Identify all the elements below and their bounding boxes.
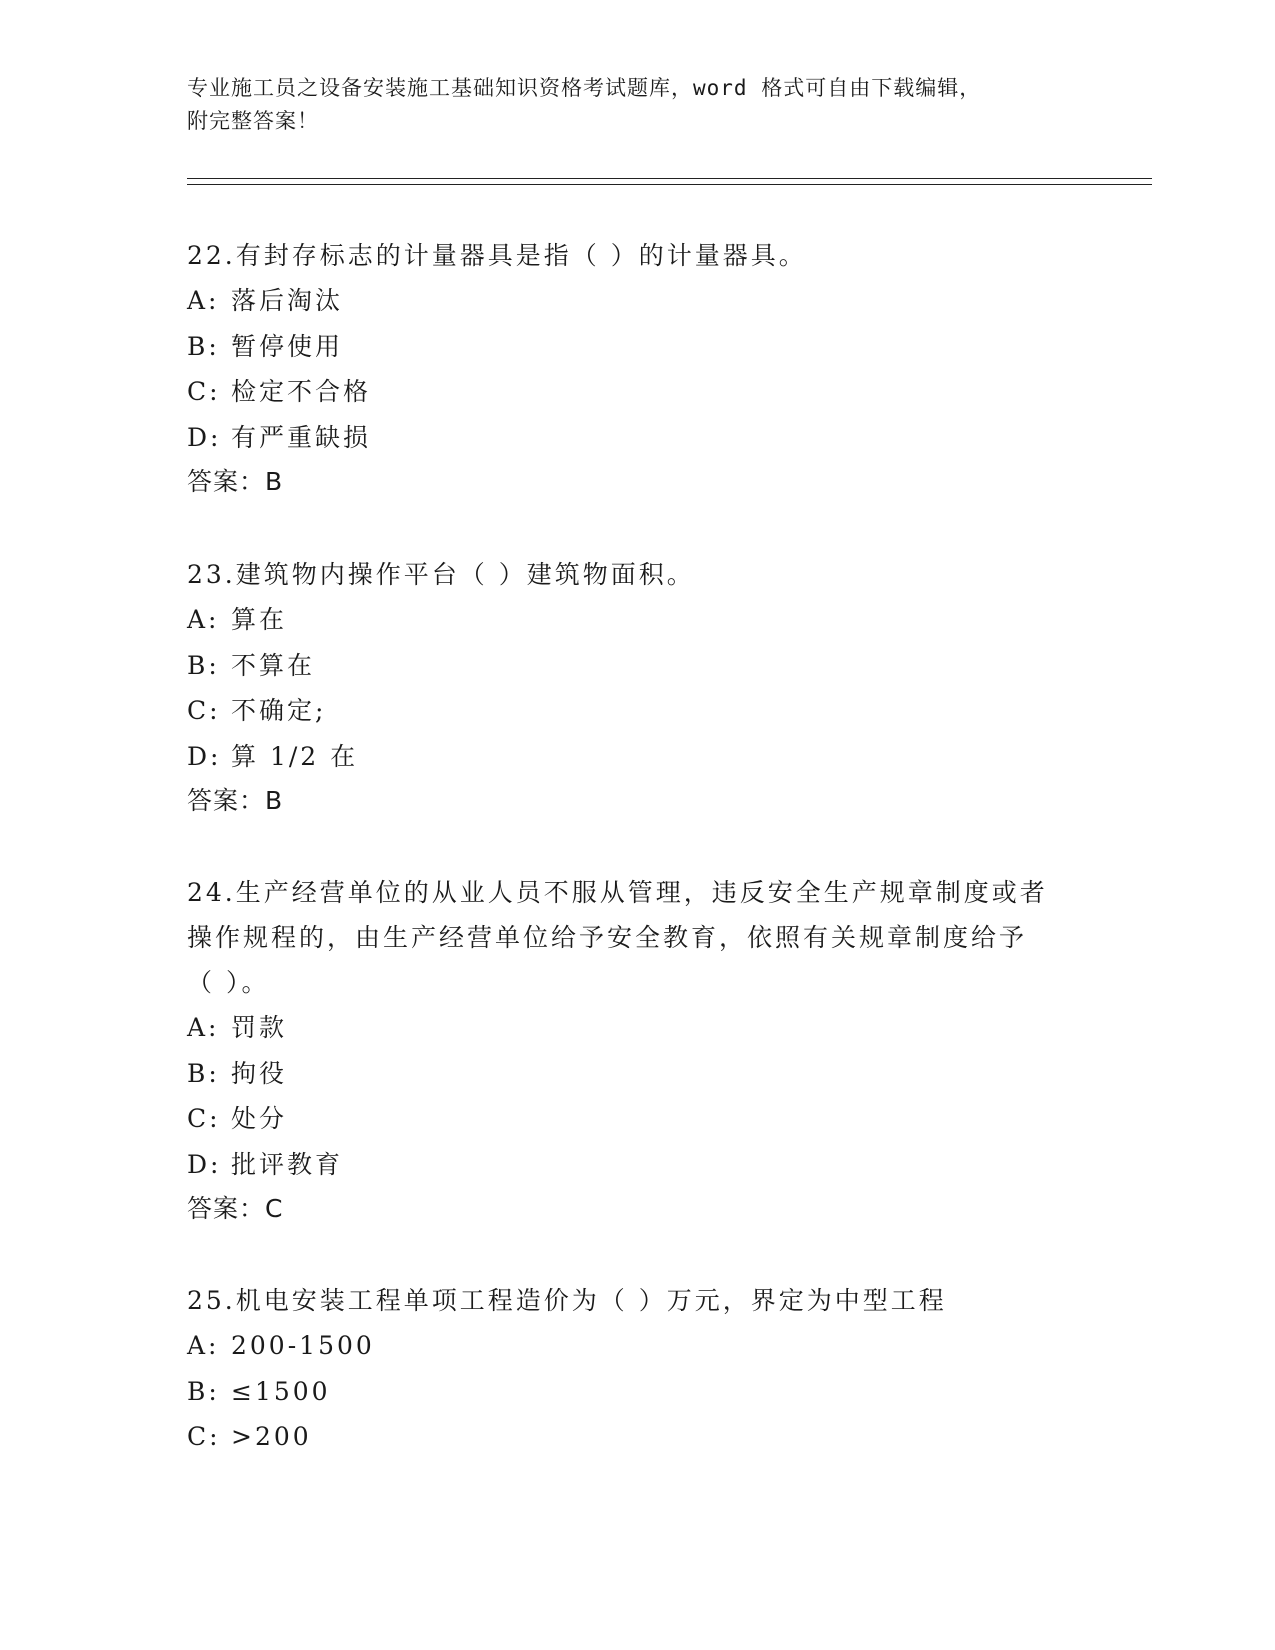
option-letter: A: bbox=[187, 286, 220, 315]
option-letter: C: bbox=[187, 696, 221, 725]
option-letter: B: bbox=[187, 1376, 220, 1406]
answer-line: 答案：C bbox=[187, 1194, 284, 1223]
option-c bbox=[187, 688, 1087, 734]
option-letter: A: bbox=[187, 605, 220, 634]
option-text: >200 bbox=[231, 1422, 312, 1451]
question-24 bbox=[187, 870, 1087, 1231]
option-text: 罚款 bbox=[231, 1013, 288, 1042]
option-text: 检定不合格 bbox=[231, 377, 372, 406]
option-b bbox=[187, 1369, 1087, 1415]
option-letter: D: bbox=[187, 1149, 222, 1179]
option-a bbox=[187, 1005, 1087, 1051]
option-letter: C: bbox=[187, 377, 221, 406]
option-text: 落后淘汰 bbox=[231, 286, 344, 315]
option-letter: B: bbox=[187, 1058, 220, 1088]
option-a bbox=[187, 1323, 1087, 1369]
option-text: ≤1500 bbox=[231, 1376, 331, 1406]
header-line-1: 专业施工员之设备安装施工基础知识资格考试题库，word 格式可自由下载编辑， bbox=[187, 76, 982, 100]
question-stem-line-3: （ ）。 bbox=[187, 968, 270, 997]
question-stem: 23.建筑物内操作平台（ ）建筑物面积。 bbox=[187, 560, 695, 589]
option-letter: B: bbox=[187, 650, 220, 680]
option-text: 不算在 bbox=[231, 650, 316, 680]
option-letter: C: bbox=[187, 1104, 221, 1133]
option-letter: A: bbox=[187, 1013, 220, 1042]
question-22 bbox=[187, 233, 1087, 504]
answer-line: 答案：B bbox=[187, 786, 284, 815]
question-25 bbox=[187, 1278, 1087, 1460]
question-stem: 25.机电安装工程单项工程造价为（ ）万元，界定为中型工程 bbox=[187, 1286, 947, 1315]
option-text: 有严重缺损 bbox=[231, 422, 372, 452]
option-text: 算 1/2 在 bbox=[231, 741, 359, 771]
option-letter: D: bbox=[187, 422, 222, 452]
option-text: 处分 bbox=[231, 1104, 288, 1133]
option-letter: A: bbox=[187, 1331, 220, 1360]
option-text: 不确定; bbox=[231, 696, 327, 725]
option-a bbox=[187, 278, 1087, 324]
answer-line: 答案：B bbox=[187, 467, 284, 496]
option-b bbox=[187, 324, 1087, 370]
header-line-2: 附完整答案！ bbox=[187, 109, 319, 133]
option-letter: C: bbox=[187, 1422, 221, 1451]
header-divider-top bbox=[187, 178, 1152, 179]
question-stem-line-1: 24.生产经营单位的从业人员不服从管理，违反安全生产规章制度或者 bbox=[187, 878, 1048, 907]
question-stem-line-2: 操作规程的，由生产经营单位给予安全教育，依照有关规章制度给予 bbox=[187, 923, 1028, 952]
question-23 bbox=[187, 552, 1087, 823]
option-text: 拘役 bbox=[231, 1058, 288, 1088]
option-c bbox=[187, 1096, 1087, 1142]
option-c bbox=[187, 1414, 1087, 1460]
option-text: 批评教育 bbox=[231, 1149, 344, 1179]
option-a bbox=[187, 597, 1087, 643]
header-divider-bottom bbox=[187, 184, 1152, 185]
option-d bbox=[187, 734, 1087, 780]
option-d bbox=[187, 415, 1087, 461]
option-text: 200-1500 bbox=[231, 1331, 375, 1360]
question-stem: 22.有封存标志的计量器具是指（ ）的计量器具。 bbox=[187, 241, 807, 270]
option-text: 算在 bbox=[231, 605, 288, 634]
option-letter: B: bbox=[187, 331, 220, 361]
option-d bbox=[187, 1142, 1087, 1188]
option-text: 暂停使用 bbox=[231, 331, 344, 361]
option-b bbox=[187, 643, 1087, 689]
document-header bbox=[187, 72, 1087, 138]
option-letter: D: bbox=[187, 741, 222, 771]
option-c bbox=[187, 369, 1087, 415]
option-b bbox=[187, 1051, 1087, 1097]
